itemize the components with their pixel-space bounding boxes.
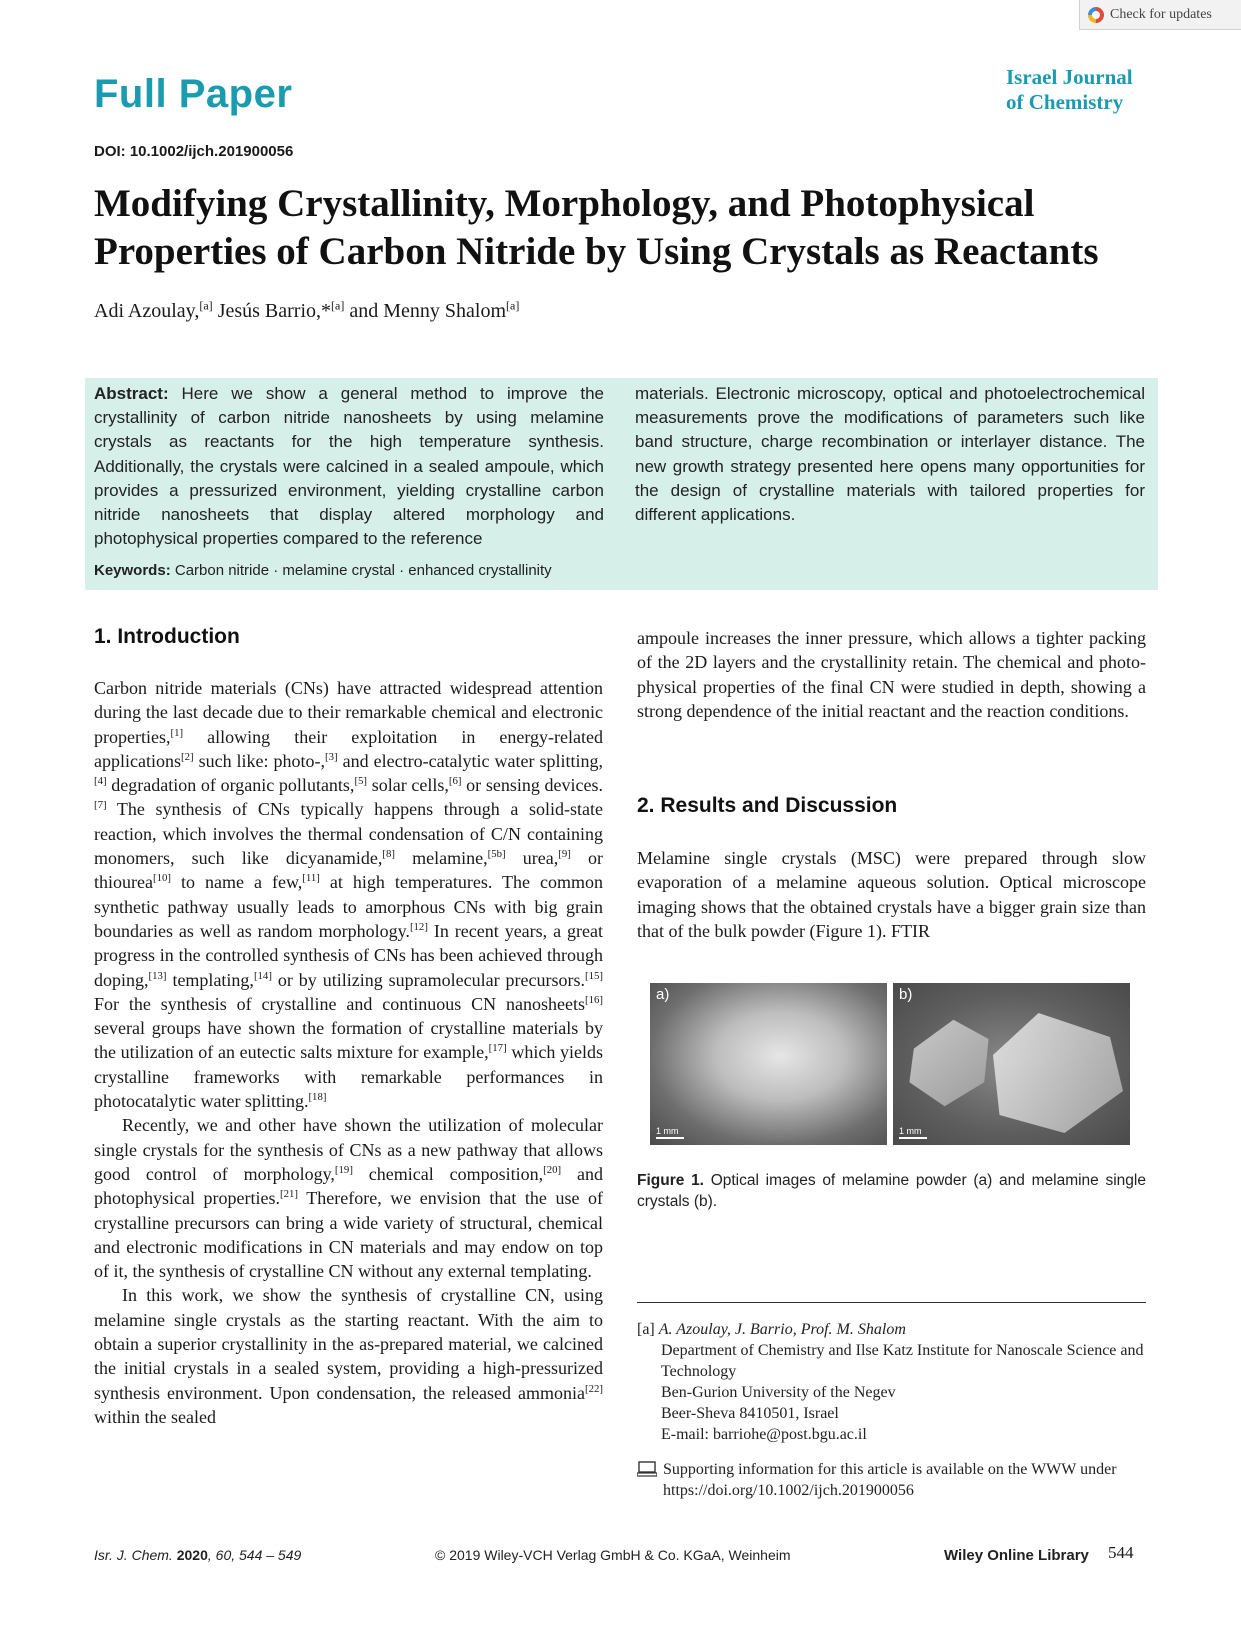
reference-citation[interactable]: [21] — [280, 1188, 299, 1201]
reference-citation[interactable]: [19] — [334, 1163, 353, 1176]
reference-citation[interactable]: [4] — [94, 775, 107, 788]
footer-volume: , 60, 544 – 549 — [207, 1547, 302, 1563]
footer-copyright: © 2019 Wiley-VCH Verlag GmbH & Co. KGaA, Weinheim — [435, 1547, 791, 1563]
footnote-marker: [a] — [637, 1321, 655, 1338]
footer-citation — [94, 1547, 301, 1563]
footer-journal: Isr. J. Chem. — [94, 1547, 173, 1563]
reference-citation[interactable]: [12] — [409, 920, 428, 933]
abstract-right-column: materials. Electronic microscopy, optical and photoelectrochemical measurements prove the modifications of parameters such like band structure, charge recombination or interlayer distance. The new growth strategy presented here opens many opportunities for the design of crystalline materials with tailored properties for different applications. — [635, 384, 1145, 525]
supporting-info-note — [637, 1459, 1146, 1501]
figure-caption — [637, 1170, 1146, 1212]
reference-citation[interactable]: [17] — [488, 1042, 507, 1055]
page-number: 544 — [1108, 1543, 1134, 1562]
keywords — [94, 562, 552, 579]
reference-citation[interactable]: [3] — [325, 750, 338, 763]
author-name: and Menny Shalom — [344, 300, 506, 322]
keywords-label: Keywords: — [94, 562, 171, 579]
section-heading-introduction: 1. Introduction — [94, 625, 240, 648]
reference-citation[interactable]: [5b] — [487, 848, 506, 861]
reference-citation[interactable]: [14] — [253, 969, 272, 982]
crossmark-icon — [1088, 7, 1104, 23]
panel-label-b: b) — [899, 986, 913, 1003]
footer-year: 2020 — [176, 1547, 208, 1563]
footnote-university: Ben-Gurion University of the Negev — [661, 1384, 896, 1401]
caption-text: Optical images of melamine powder (a) and melamine single crystals (b). — [637, 1172, 1146, 1210]
reference-citation[interactable]: [1] — [170, 726, 184, 739]
footnote-names: A. Azoulay, J. Barrio, Prof. M. Shalom — [658, 1321, 906, 1338]
reference-citation[interactable]: [15] — [585, 969, 603, 982]
author-name: Jesús Barrio,* — [212, 300, 332, 322]
computer-icon — [637, 1461, 657, 1477]
reference-citation[interactable]: [9] — [558, 848, 571, 861]
affiliation-footnote — [637, 1319, 1146, 1445]
journal-name — [1006, 65, 1146, 115]
reference-citation[interactable]: [22] — [585, 1382, 603, 1395]
caption-label: Figure 1. — [637, 1172, 704, 1189]
intro-paragraph-2: Recently, we and other have shown the utilization of molecular single crystals for the synthesis of CNs as a new pathway that allows good control of morphology,[19] chemical composition,[20] and photophysical properties.[21] Therefore, we envision that the use of crystalline precursors can bring a wide variety of structural, chemical and electronic modifications in CN materials and may endow on top of it, the synthesis of crystalline CN without any external templating. — [94, 1115, 604, 1282]
panel-label-a: a) — [656, 986, 670, 1003]
section-label: Full Paper — [94, 72, 293, 116]
title-line-2: Properties of Carbon Nitride by Using Crystals as Reactants — [94, 230, 1099, 273]
check-for-updates-button[interactable] — [1079, 0, 1241, 30]
footnote-email[interactable]: E-mail: barriohe@post.bgu.ac.il — [661, 1426, 867, 1443]
footer-library-link[interactable]: Wiley Online Library — [944, 1547, 1089, 1564]
affiliation-marker: [a] — [199, 298, 213, 313]
melamine-crystals-image — [893, 983, 1130, 1145]
keywords-text: Carbon nitride · melamine crystal · enhanced crystallinity — [170, 562, 552, 579]
footnote-department: Department of Chemistry and Ilse Katz Institute for Nanoscale Science and Technology — [661, 1342, 1144, 1380]
reference-citation[interactable]: [13] — [148, 969, 167, 982]
reference-citation[interactable]: [18] — [308, 1091, 327, 1104]
melamine-powder-image — [650, 983, 887, 1145]
affiliation-marker: [a] — [506, 298, 520, 313]
author-name: Adi Azoulay, — [94, 300, 200, 322]
reference-citation[interactable]: [6] — [448, 775, 462, 788]
crystal-shape — [993, 1013, 1123, 1133]
doi: DOI: 10.1002/ijch.201900056 — [94, 143, 294, 160]
footnote-address: Beer-Sheva 8410501, Israel — [661, 1405, 839, 1422]
reference-citation[interactable]: [7] — [94, 799, 107, 812]
introduction-body — [94, 676, 603, 1429]
reference-citation[interactable]: [5] — [354, 775, 368, 788]
reference-citation[interactable]: [16] — [585, 993, 603, 1006]
intro-paragraph-1: Carbon nitride materials (CNs) have attracted widespread attention during the last decade due to their remarkable chemical and electronic properties,[1] allowing their exploitation in energy-related applications[2] such like: photo-,[3] and electro-catalytic water splitting,[4] degradation of organic pollutants,[5] solar cells,[6] or sensing devices.[7] The synthesis of CNs typically happens through a solid-state reaction, which involves the thermal condensation of C/N containing monomers, such like dicyanamide,[8] melamine,[5b] urea,[9] or thiourea[10] to name a few,[11] at high temperatures. The common synthetic pathway usually leads to amorphous CNs with big grain boundaries as well as random morphology.[12] In recent years, a great progress in the controlled synthesis of CNs has been achieved through doping,[13] templating,[14] or by utilizing supramolecular precursors.[15] For the synthesis of crystalline and continuous CN nanosheets[16] several groups have shown the formation of crystalline materials by the utilization of an eutectic salts mixture for example,[17] which yields crystalline frameworks with remarkable performances in photocatalytic water splitting.[18] — [94, 678, 604, 1112]
figure-1 — [650, 983, 1130, 1145]
section-heading-results: 2. Results and Discussion — [637, 794, 898, 817]
abstract-left-column — [94, 382, 604, 551]
reference-citation[interactable]: [11] — [302, 872, 320, 885]
author-list — [94, 300, 519, 323]
reference-citation[interactable]: [10] — [152, 872, 171, 885]
scale-bar: 1 mm — [899, 1126, 927, 1139]
paper-title — [94, 180, 1154, 276]
results-paragraph: Melamine single crystals (MSC) were prepared through slow evaporation of a melamine aqueous solution. Optical microscope imaging shows that the obtained crystals have a bigger grain size than that of the bulk powder (Figure 1). FTIR — [637, 848, 1146, 941]
abstract-text-left: Here we show a general method to improve the crystallinity of carbon nitride nanosheets by using melamine crystals as reactants for the high temperature synthesis. Additionally, the crystals were calcined in a sealed ampoule, which provides a pressurized environment, yielding crystalline carbon nitride nanosheets that display altered morphology and photophysical properties compared to the reference — [94, 384, 604, 549]
reference-citation[interactable]: [20] — [543, 1163, 562, 1176]
title-line-1: Modifying Crystallinity, Morphology, and Photophysical — [94, 182, 1035, 225]
reference-citation[interactable]: [8] — [382, 848, 395, 861]
intro-paragraph-3: In this work, we show the synthesis of crystalline CN, using melamine single crystals as the starting reactant. With the aim to obtain a superior crystallinity in the as-prepared material, we calcined the initial crystals in a sealed system, providing a high-pressurized synthesis environment. Upon condensation, the released ammonia[22] within the sealed — [94, 1285, 603, 1427]
abstract-label: Abstract: — [94, 384, 169, 403]
crystal-shape — [905, 1015, 993, 1111]
journal-name-line1: Israel Journal — [1006, 65, 1133, 89]
reference-citation[interactable]: [2] — [180, 750, 194, 763]
scale-bar: 1 mm — [656, 1126, 684, 1139]
affiliation-marker: [a] — [331, 298, 345, 313]
intro-continued: ampoule increases the inner pressure, which allows a tighter packing of the 2D layers and the crystallinity retain. The chemical and photo-physical properties of the final CN were studied in depth, showing a strong dependence of the initial reactant and the reaction conditions. — [637, 628, 1146, 721]
journal-name-line2: of Chemistry — [1006, 90, 1124, 114]
supporting-info-text: Supporting information for this article is available on the WWW under https://doi.org/10.1002/ijch.201900056 — [663, 1461, 1117, 1499]
check-for-updates-label: Check for updates — [1110, 6, 1212, 22]
footnote-divider — [637, 1302, 1146, 1303]
